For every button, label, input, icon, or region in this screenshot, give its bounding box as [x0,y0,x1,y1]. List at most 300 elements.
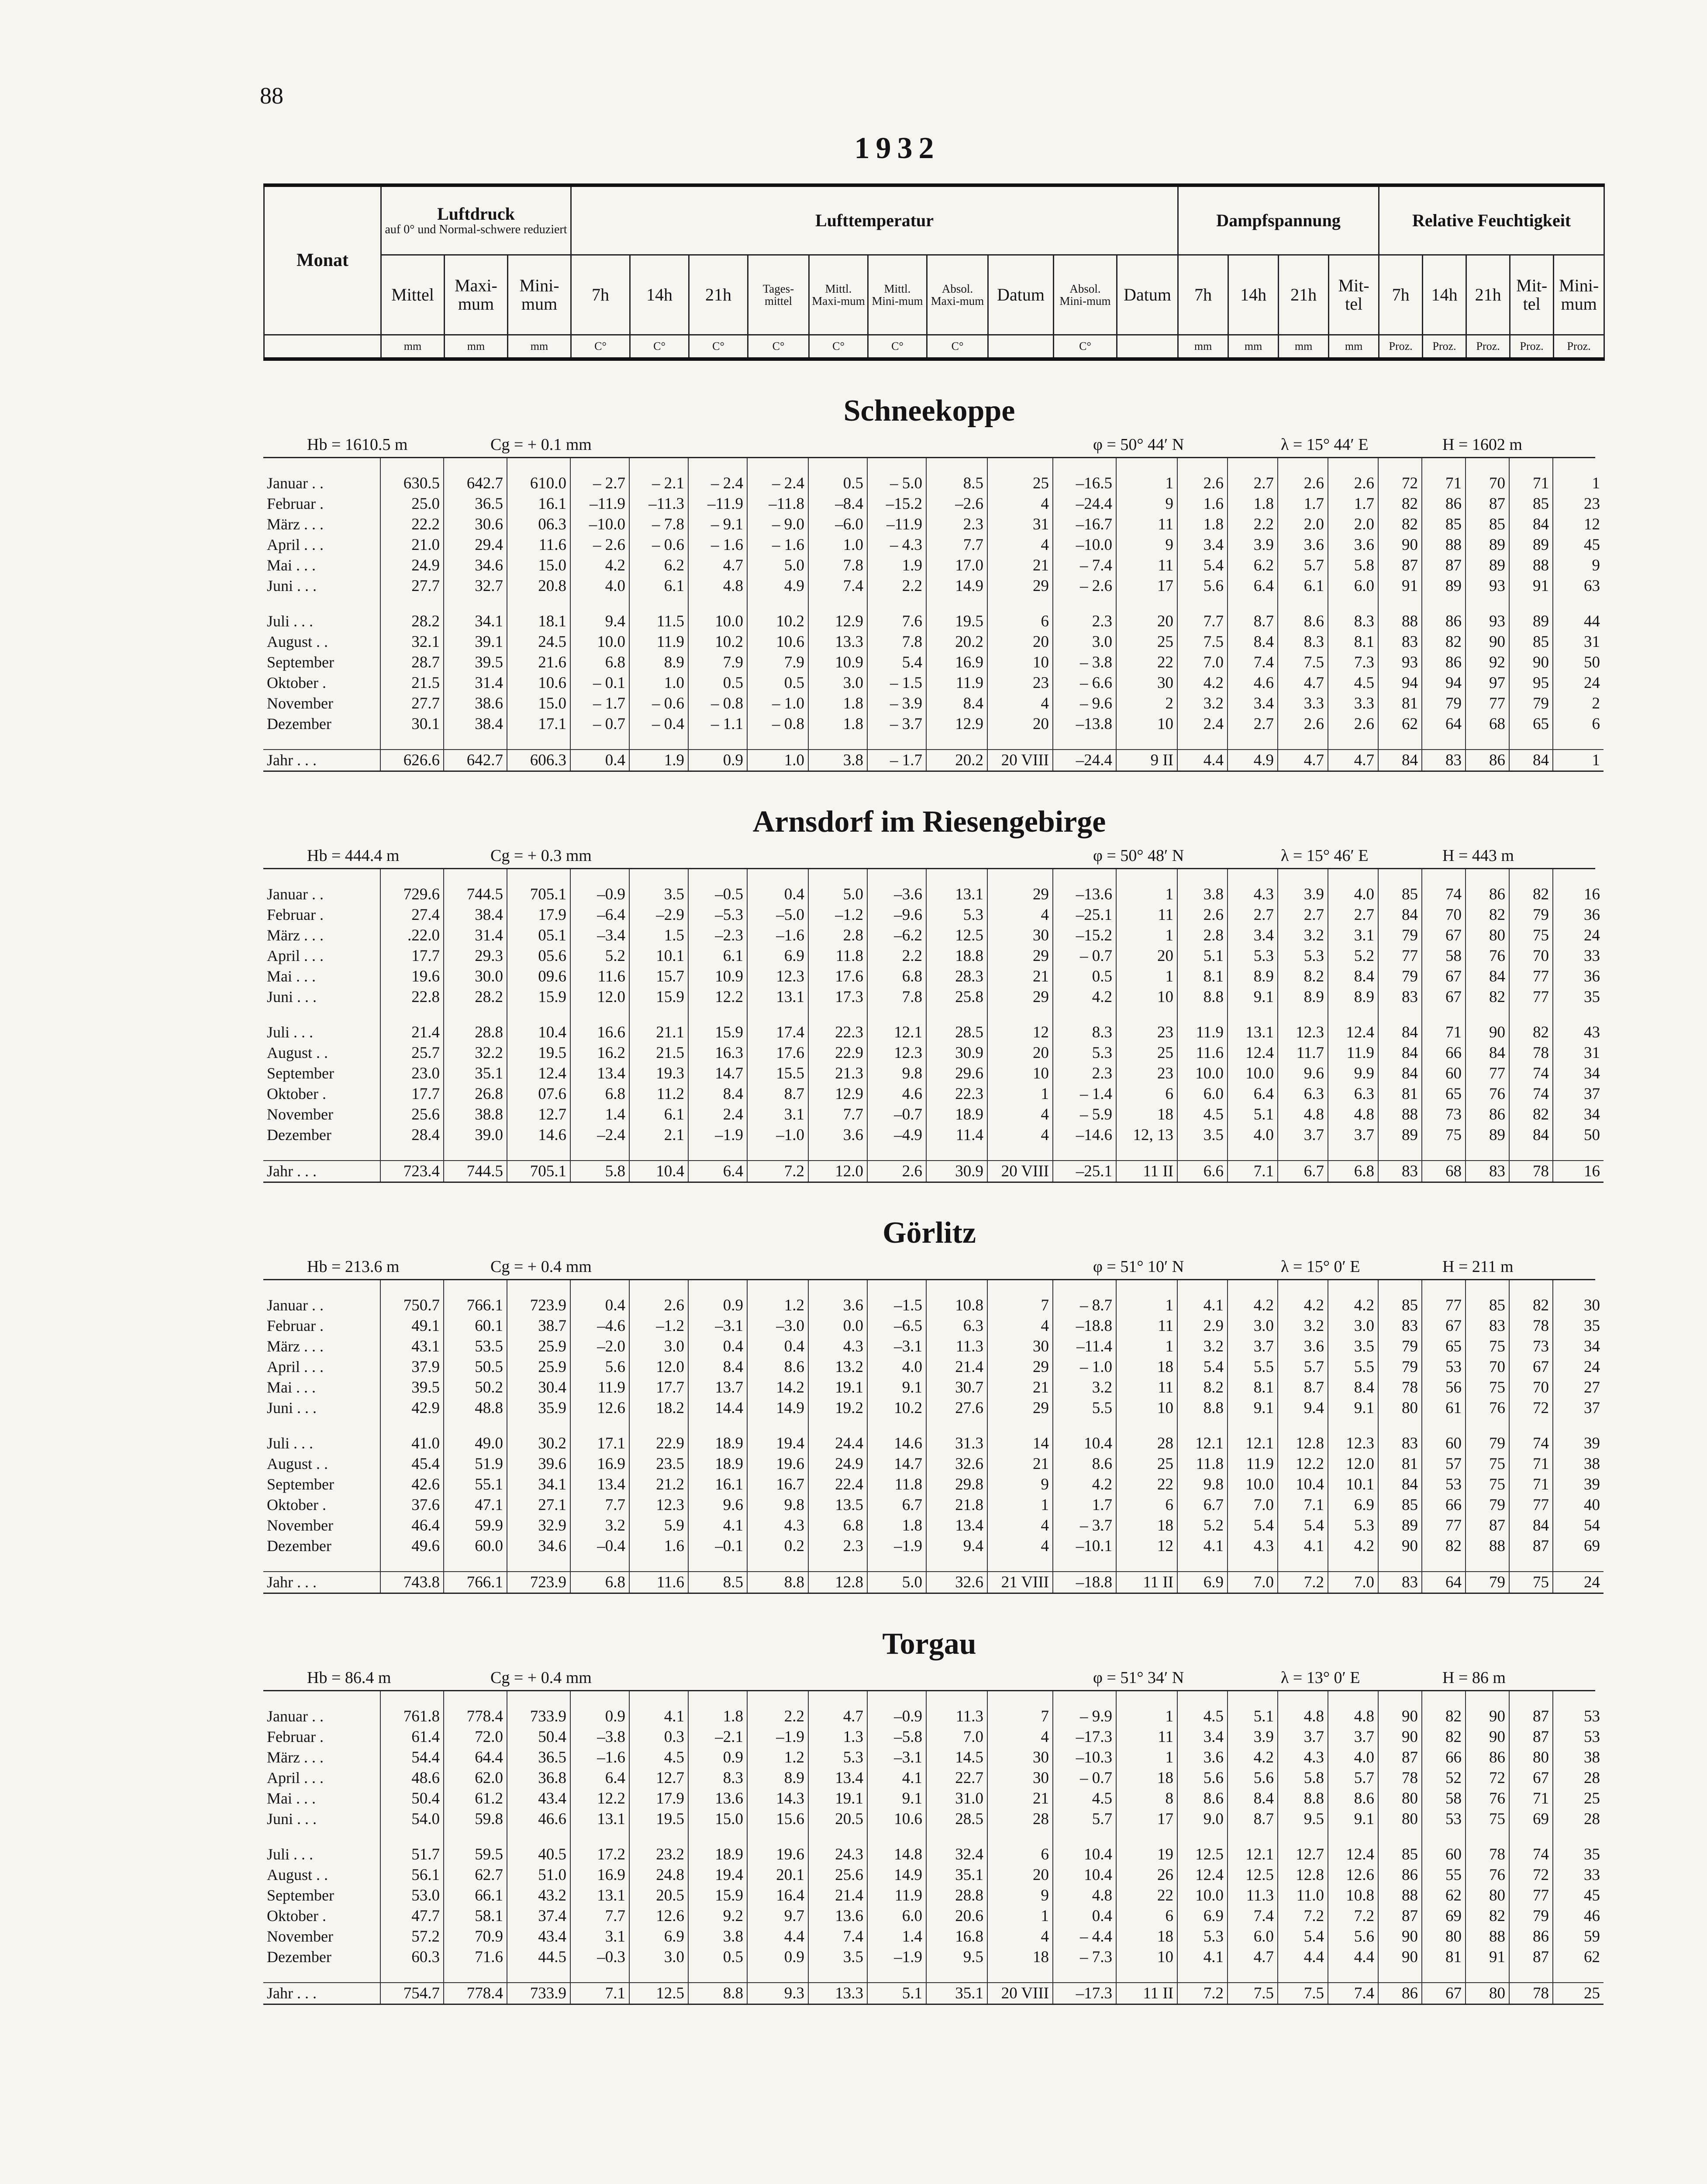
table-cell: 17.4 [747,1022,808,1043]
table-cell: –1.2 [808,905,867,925]
spacer-cell [1228,869,1278,884]
spacer-cell [1466,1829,1509,1844]
header-col-9: Absol. Maxi-mum [927,255,988,335]
table-cell: 76 [1466,1788,1509,1809]
table-cell: 15.0 [507,693,570,714]
table-cell: 43.2 [507,1885,570,1906]
table-cell: 86 [1466,884,1509,905]
table-cell: 25 [1553,1983,1604,2004]
row-label: Mai . . . [267,1790,316,1807]
header-col-15: 21h [1279,255,1329,335]
spacer-cell [1177,1007,1228,1022]
table-cell: 9.7 [747,1906,808,1926]
table-cell: 12.7 [507,1104,570,1125]
table-cell: 83 [1378,987,1422,1007]
table-cell: 85 [1466,514,1509,535]
table-cell: – 0.8 [747,714,808,734]
spacer-cell [1177,1145,1228,1161]
table-cell: 766.1 [444,1572,507,1593]
row-label: März . . . [267,926,324,944]
table-cell: 2 [1116,693,1177,714]
table-cell: 1.7 [1278,494,1328,514]
table-cell: 30 [987,1768,1053,1788]
spacer-cell [1466,1007,1509,1022]
table-cell: 66 [1422,1495,1466,1515]
header-col-11: Absol. Mini-mum [1054,255,1117,335]
spacer-cell [263,1556,380,1572]
spacer-cell [747,1145,808,1161]
table-cell: 12.5 [926,925,987,946]
table-cell: 8.8 [688,1983,747,2004]
spacer-cell [444,458,507,473]
table-cell: 4.9 [747,576,808,596]
table-cell: 34 [1553,1336,1604,1357]
table-cell: 35 [1553,987,1604,1007]
spacer-cell [507,596,570,611]
table-cell: 16 [1553,884,1604,905]
table-cell: 4.2 [1053,987,1116,1007]
table-cell: 2.0 [1328,514,1378,535]
table-cell: 32.6 [926,1572,987,1593]
table-cell: –15.2 [867,494,926,514]
table-cell: 28.4 [380,1125,444,1145]
table-cell: 22.3 [926,1084,987,1104]
table-cell: 11 [1116,555,1177,576]
table-cell: 8.6 [1328,1788,1378,1809]
spacer-cell [380,1418,444,1433]
row-label: Oktober . [267,674,326,691]
table-cell: 48.6 [380,1768,444,1788]
table-cell: 8.7 [747,1084,808,1104]
spacer-cell [747,734,808,750]
table-cell: 84 [1378,1063,1422,1084]
table-cell: 28 [1553,1768,1604,1788]
table-cell: 7.5 [1278,652,1328,673]
table-cell: 2.7 [1228,905,1278,925]
table-cell: – 1.7 [570,693,629,714]
table-cell: 25.7 [380,1043,444,1063]
table-cell: 33 [1553,946,1604,966]
table-cell: 21.5 [380,673,444,693]
table-cell: 24.9 [380,555,444,576]
station-longitude: λ = 13° 0′ E [1281,1669,1360,1687]
table-cell: 2.2 [867,576,926,596]
table-cell: 24 [1553,925,1604,946]
row-label: Juni . . . [267,1810,317,1828]
table-cell: 2.7 [1328,905,1378,925]
row-label: November [267,1106,333,1123]
table-cell: 5.9 [629,1515,688,1536]
spacer-cell [629,458,688,473]
spacer-cell [507,1967,570,1983]
table-cell: 35 [1553,1844,1604,1865]
spacer-cell [926,1967,987,1983]
table-cell: 20 [987,632,1053,652]
table-cell: 87 [1378,555,1422,576]
spacer-cell [1116,596,1177,611]
table-cell: 50.4 [380,1788,444,1809]
table-cell: 12.5 [629,1983,688,2004]
table-cell: 25.9 [507,1336,570,1357]
row-label: Dezember [267,1126,331,1144]
table-cell: – 0.7 [570,714,629,734]
table-cell: –2.3 [688,925,747,946]
table-cell: 2.2 [867,946,926,966]
spacer-cell [1509,1691,1553,1706]
table-cell: 17.7 [629,1377,688,1398]
table-cell: 30 [987,1336,1053,1357]
spacer-cell [1422,1691,1466,1706]
table-cell: –1.9 [747,1727,808,1747]
table-cell: 1 [1116,1295,1177,1316]
table-cell: 90 [1378,1536,1422,1556]
table-cell: 11.4 [926,1125,987,1145]
spacer-cell [688,734,747,750]
spacer-cell [444,1556,507,1572]
table-cell: 4 [987,494,1053,514]
spacer-cell [1053,1007,1116,1022]
table-cell: 61.4 [380,1727,444,1747]
spacer-cell [263,1691,380,1706]
table-cell: 52 [1422,1768,1466,1788]
table-cell: 11.2 [629,1084,688,1104]
spacer-cell [747,1007,808,1022]
table-cell: –24.4 [1053,750,1116,771]
table-cell: 1 [1116,473,1177,494]
spacer-cell [263,596,380,611]
station-latitude: φ = 50° 48′ N [1093,847,1184,865]
spacer-cell [1553,1967,1604,1983]
table-cell: 70 [1509,1377,1553,1398]
table-cell: –11.3 [629,494,688,514]
table-cell: 6.9 [1328,1495,1378,1515]
table-cell: 12.8 [808,1572,867,1593]
table-cell: 4 [987,1727,1053,1747]
table-cell: 86 [1378,1865,1422,1885]
table-cell: 79 [1378,966,1422,987]
table-cell: 20 [1116,611,1177,632]
spacer-cell [1228,1145,1278,1161]
table-cell: – 0.6 [629,693,688,714]
table-cell: 24.4 [808,1433,867,1454]
table-cell: 2.7 [1228,473,1278,494]
table-cell: 13.4 [808,1768,867,1788]
table-cell: 27 [1553,1377,1604,1398]
table-cell: –2.0 [570,1336,629,1357]
spacer-cell [808,1280,867,1295]
spacer-cell [808,1829,867,1844]
table-cell: 19.6 [747,1844,808,1865]
spacer-cell [1509,1418,1553,1433]
table-cell: – 1.1 [688,714,747,734]
row-spacer [263,1967,1604,1983]
table-cell: 30 [1116,673,1177,693]
spacer-cell [1466,869,1509,884]
table-cell: 89 [1509,611,1553,632]
table-cell: 8.5 [688,1572,747,1593]
table-cell: 30.9 [926,1043,987,1063]
table-row [263,1747,1604,1768]
table-cell: – 0.1 [570,673,629,693]
table-cell: 3.2 [1278,925,1328,946]
table-cell: 82 [1509,1104,1553,1125]
spacer-cell [380,1967,444,1983]
table-cell: 0.2 [747,1536,808,1556]
table-cell: 16.9 [570,1865,629,1885]
table-cell: 761.8 [380,1706,444,1727]
table-cell: 63 [1553,576,1604,596]
spacer-cell [1228,1280,1278,1295]
table-cell: 14.6 [867,1433,926,1454]
table-cell: 3.4 [1177,535,1228,555]
table-cell: 6 [1553,714,1604,734]
table-cell: 20.2 [926,632,987,652]
table-cell: 12.1 [867,1022,926,1043]
table-cell: 5.2 [1328,946,1378,966]
spacer-cell [688,869,747,884]
spacer-cell [1422,1145,1466,1161]
table-cell: 11.6 [1177,1043,1228,1063]
table-cell: 7.1 [570,1983,629,2004]
table-cell: 20.6 [926,1906,987,1926]
table-cell: 24 [1553,1357,1604,1377]
station-longitude: λ = 15° 0′ E [1281,1258,1360,1276]
table-cell: 81 [1378,1084,1422,1104]
table-row [263,1926,1604,1947]
table-cell: 76 [1466,1865,1509,1885]
table-cell: 50 [1553,652,1604,673]
table-cell: 7.1 [1228,1161,1278,1182]
table-cell: 5.4 [1177,1357,1228,1377]
table-cell: 3.0 [629,1947,688,1967]
table-cell: 53 [1422,1357,1466,1377]
table-cell: 12.4 [1228,1043,1278,1063]
table-cell: 0.4 [1053,1906,1116,1926]
table-cell: 71 [1509,473,1553,494]
table-cell: 78 [1509,1161,1553,1182]
table-cell: 73 [1422,1104,1466,1125]
table-row [263,1377,1604,1398]
table-cell: 1.8 [808,693,867,714]
spacer-cell [444,1418,507,1433]
table-cell: 1 [987,1084,1053,1104]
row-label: Mai . . . [267,556,316,574]
spacer-cell [1053,1691,1116,1706]
table-cell: 13.1 [570,1885,629,1906]
table-row [263,1809,1604,1829]
table-cell: 83 [1378,1433,1422,1454]
table-cell: 18.2 [629,1398,688,1418]
station-data-table [263,458,1604,772]
table-cell: 8 [1116,1788,1177,1809]
table-cell: – 0.8 [688,693,747,714]
table-cell: 18.1 [507,611,570,632]
station-cg: Cg = + 0.4 mm [490,1669,592,1687]
table-cell: 30.6 [444,514,507,535]
table-cell: 1.0 [747,750,808,771]
spacer-cell [263,1967,380,1983]
table-cell: 4.2 [1278,1295,1328,1316]
table-cell: 1.0 [808,535,867,555]
table-cell: 87 [1422,555,1466,576]
spacer-cell [1116,1280,1177,1295]
table-cell: 82 [1378,514,1422,535]
table-cell: 38.6 [444,693,507,714]
table-cell: 90 [1378,1947,1422,1967]
table-cell: 84 [1509,1125,1553,1145]
spacer-cell [808,869,867,884]
spacer-cell [1422,596,1466,611]
table-cell: 59 [1553,1926,1604,1947]
table-cell: 5.4 [1278,1926,1328,1947]
table-cell: 7.7 [570,1906,629,1926]
table-cell: – 1.5 [867,673,926,693]
table-cell: 9.0 [1177,1809,1228,1829]
table-cell: 4.8 [1278,1706,1328,1727]
header-col-7: Mittl. Maxi-mum [809,255,868,335]
table-cell: 16.7 [747,1474,808,1495]
table-cell: 32.9 [507,1515,570,1536]
header-luftdruck-label: Luftdruck [437,204,515,224]
table-cell: 76 [1466,946,1509,966]
table-cell: –1.0 [747,1125,808,1145]
spacer-cell [507,458,570,473]
table-cell: 5.7 [1328,1768,1378,1788]
table-cell: 7.0 [1177,652,1228,673]
table-cell: 2.6 [1278,714,1328,734]
table-cell: 91 [1509,576,1553,596]
spacer-cell [1278,458,1328,473]
spacer-cell [1228,1691,1278,1706]
row-label: September [267,653,334,671]
table-cell: 7.2 [747,1161,808,1182]
table-cell: 10.2 [747,611,808,632]
spacer-cell [1328,1418,1378,1433]
page-year: 1932 [854,131,940,165]
table-cell: 4.3 [1228,1536,1278,1556]
spacer-cell [926,1280,987,1295]
table-cell: 37 [1553,1398,1604,1418]
spacer-cell [1466,1556,1509,1572]
row-label: Oktober . [267,1496,326,1514]
table-cell: 1.9 [867,555,926,576]
spacer-cell [507,1691,570,1706]
table-cell: 30.7 [926,1377,987,1398]
table-cell: 78 [1509,1316,1553,1336]
spacer-cell [507,734,570,750]
table-cell: 34 [1553,1104,1604,1125]
station-hb: Hb = 1610.5 m [307,435,408,454]
table-cell: –0.9 [867,1706,926,1727]
table-cell: 5.4 [867,652,926,673]
header-unit-11: C° [1054,335,1117,359]
table-cell: 84 [1378,1474,1422,1495]
table-cell: 1 [1116,1336,1177,1357]
table-cell: 82 [1466,1906,1509,1926]
spacer-cell [1177,1967,1228,1983]
table-cell: 29.8 [926,1474,987,1495]
table-cell: 80 [1466,925,1509,946]
table-cell: 25.0 [380,494,444,514]
table-cell: 12.6 [570,1398,629,1418]
table-cell: 7.4 [808,1926,867,1947]
stations-container [263,391,1600,2005]
table-cell: 778.4 [444,1706,507,1727]
table-cell: 6.2 [629,555,688,576]
spacer-cell [987,458,1053,473]
table-cell: 80 [1466,1885,1509,1906]
table-cell: 3.2 [1177,693,1228,714]
table-cell: 67 [1509,1768,1553,1788]
table-cell: 15.9 [688,1885,747,1906]
spacer-cell [1422,458,1466,473]
table-cell: 4.0 [570,576,629,596]
table-cell: 1.8 [808,714,867,734]
table-cell: – 2.6 [570,535,629,555]
table-row [263,1844,1604,1865]
table-cell: 8.4 [688,1084,747,1104]
table-cell: 68 [1466,714,1509,734]
table-cell: 79 [1509,905,1553,925]
table-cell: 5.7 [1053,1809,1116,1829]
table-cell: 20.5 [629,1885,688,1906]
table-cell: 4.0 [1328,884,1378,905]
table-cell: 1.7 [1053,1495,1116,1515]
table-cell: 25.9 [507,1357,570,1377]
table-cell: 3.8 [808,750,867,771]
table-cell: 5.4 [1278,1515,1328,1536]
table-cell: 4.1 [1177,1295,1228,1316]
table-cell: 65 [1509,714,1553,734]
table-cell: 4.0 [1328,1747,1378,1768]
table-cell: 29 [987,884,1053,905]
table-cell: 85 [1378,1295,1422,1316]
station-title: Arnsdorf im Riesengebirge [752,805,1106,839]
station-meta [263,1253,1595,1280]
table-cell: 2.6 [629,1295,688,1316]
table-cell: 27.6 [926,1398,987,1418]
table-cell: 3.4 [1177,1727,1228,1747]
table-cell: 62 [1422,1885,1466,1906]
spacer-cell [1509,734,1553,750]
table-cell: 1.6 [1177,494,1228,514]
table-cell: –11.9 [570,494,629,514]
table-cell: 6.4 [570,1768,629,1788]
spacer-cell [1378,1967,1422,1983]
table-cell: 6.1 [1278,576,1328,596]
table-cell: 3.9 [1228,535,1278,555]
row-label: März . . . [267,1337,324,1355]
table-cell: 67 [1422,1983,1466,2004]
table-cell: 81 [1422,1947,1466,1967]
header-unit-18: Proz. [1423,335,1466,359]
table-cell: 32.2 [444,1043,507,1063]
spacer-cell [1378,458,1422,473]
table-cell: 4 [987,1515,1053,1536]
table-cell: 6.8 [570,1084,629,1104]
table-cell: 9 [1553,555,1604,576]
table-cell: 49.6 [380,1536,444,1556]
table-cell: 6.3 [1278,1084,1328,1104]
row-label: April . . . [267,1358,324,1375]
spacer-cell [444,1007,507,1022]
table-row [263,1706,1604,1727]
spacer-cell [867,1829,926,1844]
table-cell: 69 [1553,1536,1604,1556]
table-cell: 3.6 [1278,535,1328,555]
table-cell: 11.9 [1328,1043,1378,1063]
table-cell: 2 [1553,693,1604,714]
